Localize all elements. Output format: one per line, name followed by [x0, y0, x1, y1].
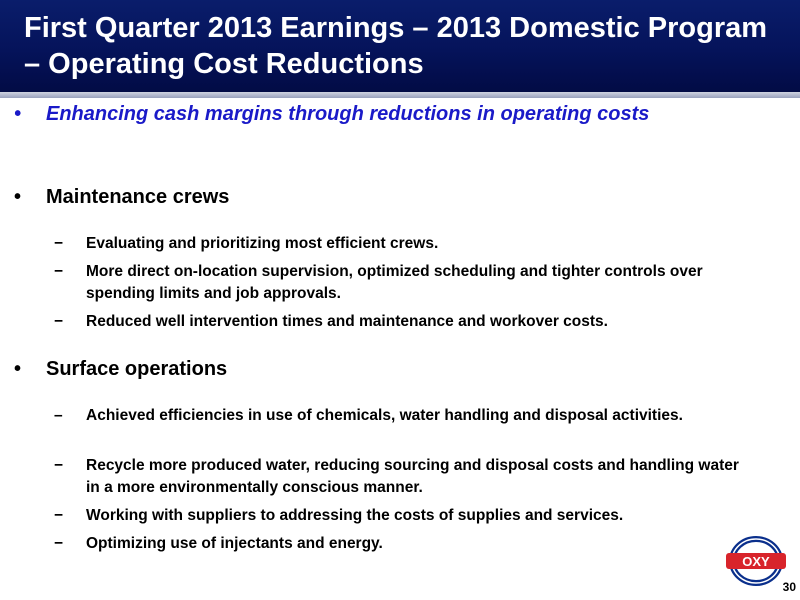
- sub-marker: −: [54, 457, 64, 474]
- sub-text: Reduced well intervention times and maintenance and workover costs.: [86, 313, 608, 330]
- bullet-marker: •: [14, 186, 22, 208]
- sub-text: Evaluating and prioritizing most efficient crews.: [86, 235, 439, 252]
- sub-marker: –: [54, 407, 63, 424]
- sub-text: Recycle more produced water, reducing sourcing and disposal costs and handling water in a more environmentally conscious manner.: [86, 457, 739, 496]
- logo-text: OXY: [742, 554, 770, 569]
- bullet-text: Enhancing cash margins through reductions in operating costs: [46, 103, 650, 125]
- bullet-text: Surface operations: [46, 358, 228, 380]
- bullet-marker: •: [14, 358, 22, 380]
- bullet-text: Maintenance crews: [46, 186, 230, 208]
- sub-text: Optimizing use of injectants and energy.: [86, 535, 383, 552]
- page-number: 30: [782, 580, 796, 594]
- sub-marker: −: [54, 535, 64, 552]
- sub-marker: −: [54, 507, 64, 524]
- sub-marker: −: [54, 235, 64, 252]
- bullet-marker: •: [14, 103, 22, 125]
- sub-marker: −: [54, 263, 64, 280]
- sub-marker: −: [54, 313, 64, 330]
- sub-text: More direct on-location supervision, optimized scheduling and tighter controls over spending limits and job approvals.: [86, 263, 703, 302]
- sub-text: Working with suppliers to addressing the costs of supplies and services.: [86, 507, 624, 524]
- slide-title: First Quarter 2013 Earnings – 2013 Domestic Program – Operating Cost Reductions: [24, 12, 768, 80]
- oxy-logo: [724, 536, 788, 586]
- sub-text: Achieved efficiencies in use of chemicals, water handling and disposal activities.: [86, 407, 683, 424]
